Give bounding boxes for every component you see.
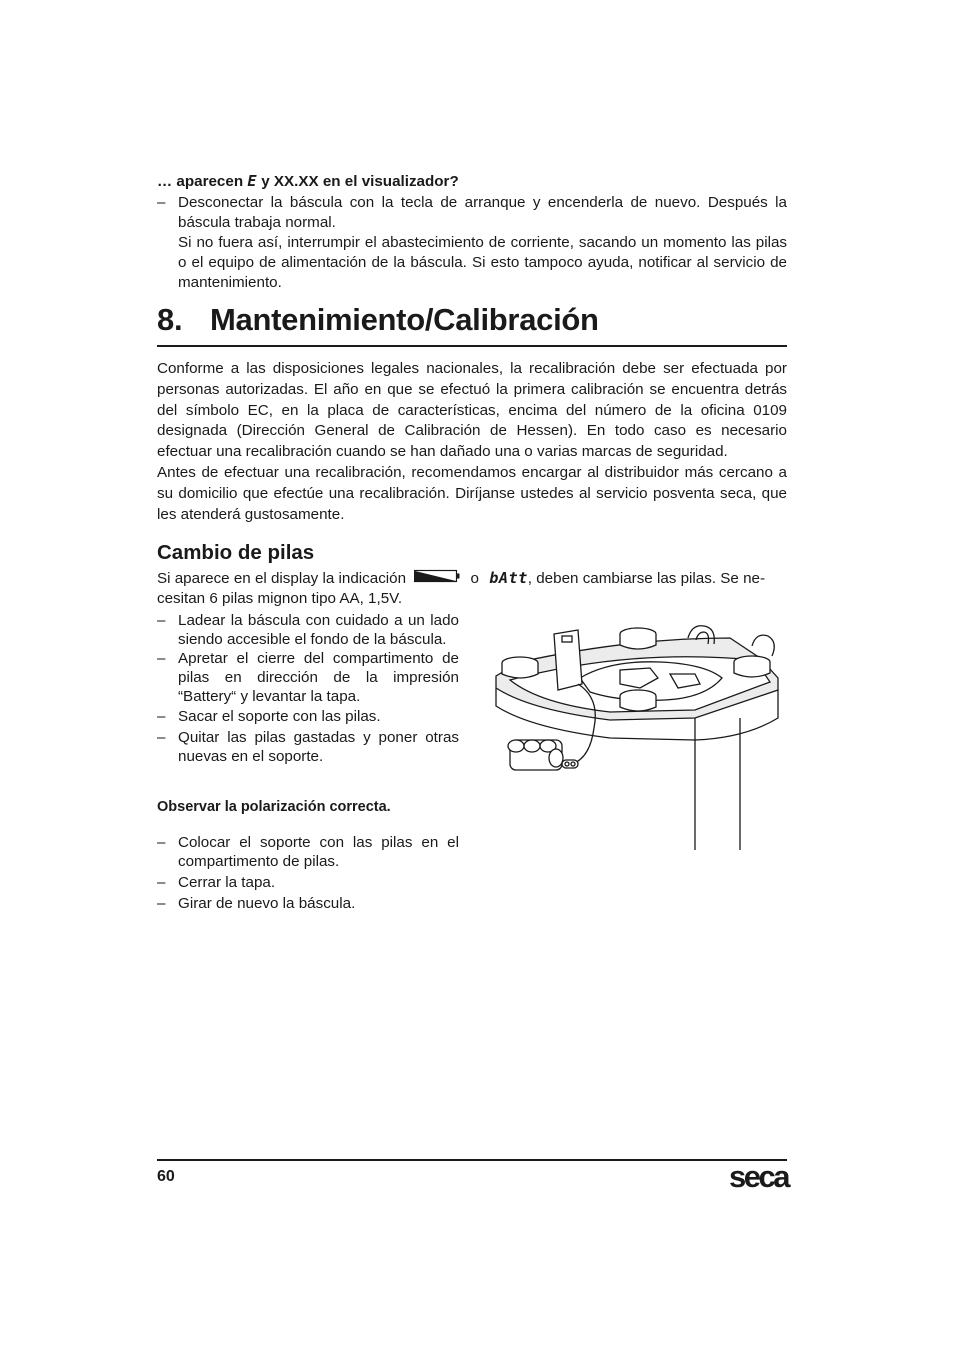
list-dash: –: [157, 612, 166, 629]
seca-logo: seca: [729, 1159, 788, 1194]
battery-low-indicator-icon: [414, 569, 460, 589]
battery-steps-list: [157, 611, 459, 766]
scale-battery-illustration: [490, 618, 790, 853]
list-item: [157, 728, 459, 766]
section-number: 8.: [157, 302, 183, 337]
page-number: 60: [157, 1168, 175, 1185]
section-paragraph-2: Antes de efectuar una recalibración, recomendamos encargar al distribuidor más cercano a su domicilio que efectúe una recalibración. Diríjanse ustedes al servicio posventa seca, que les atenderá gustosamente.: [157, 464, 787, 523]
list-item: [157, 611, 459, 649]
battery-step-6: Cerrar la tapa.: [178, 874, 276, 891]
battery-intro-or: o: [470, 570, 479, 587]
battery-step-1: Ladear la báscula con cuidado a un lado siendo accesible el fondo de la báscula.: [178, 612, 459, 648]
polarity-note: Observar la polarización correcta.: [157, 799, 391, 815]
list-item: [157, 894, 459, 913]
faq-answer: [157, 193, 787, 289]
display-batt-code: bAtt: [489, 569, 528, 587]
battery-intro-continuation: , deben cambiarse las pilas. Se ne-: [527, 570, 766, 587]
faq-question: [157, 171, 787, 192]
list-item: [157, 707, 459, 726]
list-dash: –: [157, 874, 166, 891]
battery-step-5: Colocar el soporte con las pilas en el compartimento de pilas.: [178, 834, 459, 870]
faq-answer-paragraph-2: Si no fuera así, interrumpir el abastecimiento de corriente, sacando un momento las pilas o el equipo de alimentación de la báscula. Si esto tampoco ayuda, notificar al servicio de mantenimiento.: [178, 234, 787, 291]
list-dash: –: [157, 729, 166, 746]
list-dash: –: [157, 194, 166, 211]
battery-step-2: Apretar el cierre del compartimento de pilas en dirección de la impresión “Battery“ y levantar la tapa.: [178, 650, 459, 705]
faq-question-prefix: … aparecen: [157, 173, 244, 190]
section-paragraph-1: Conforme a las disposiciones legales nacionales, la recalibración debe ser efectuada por personas autorizadas. El año en que se efectuó la primera calibración se encuentra detrás del símbolo EC, en la placa de características, encima del número de la oficina 0109 designada (Dirección General de Calibración de Hessen). En todo caso es necesario efectuar una recalibración cuando se han dañado una o varias marcas de seguridad.: [157, 360, 787, 461]
list-item: [157, 649, 459, 706]
battery-intro-line2: cesitan 6 pilas mignon tipo AA, 1,5V.: [157, 590, 403, 607]
section-heading: [157, 302, 787, 338]
list-item: [157, 873, 459, 892]
list-dash: –: [157, 895, 166, 912]
battery-steps-list-2: [157, 833, 459, 913]
list-dash: –: [157, 834, 166, 851]
list-dash: –: [157, 708, 166, 725]
battery-step-3: Sacar el soporte con las pilas.: [178, 708, 381, 725]
battery-step-4: Quitar las pilas gastadas y poner otras nuevas en el soporte.: [178, 729, 459, 765]
battery-intro-text: Si aparece en el display la indicación: [157, 570, 407, 587]
display-error-symbol: E: [247, 172, 257, 190]
faq-question-suffix: y XX.XX en el visualizador?: [261, 173, 459, 190]
section-title: Mantenimiento/Calibración: [210, 302, 599, 337]
faq-answer-paragraph-1: Desconectar la báscula con la tecla de arranque y encenderla de nuevo. Después la báscula trabaja normal.: [178, 194, 787, 231]
battery-step-7: Girar de nuevo la báscula.: [178, 895, 356, 912]
list-dash: –: [157, 650, 166, 667]
section-divider: [157, 345, 787, 347]
list-item: [157, 833, 459, 871]
footer-divider: [157, 1159, 787, 1161]
battery-intro-line1: [157, 568, 787, 589]
battery-heading: Cambio de pilas: [157, 541, 315, 564]
